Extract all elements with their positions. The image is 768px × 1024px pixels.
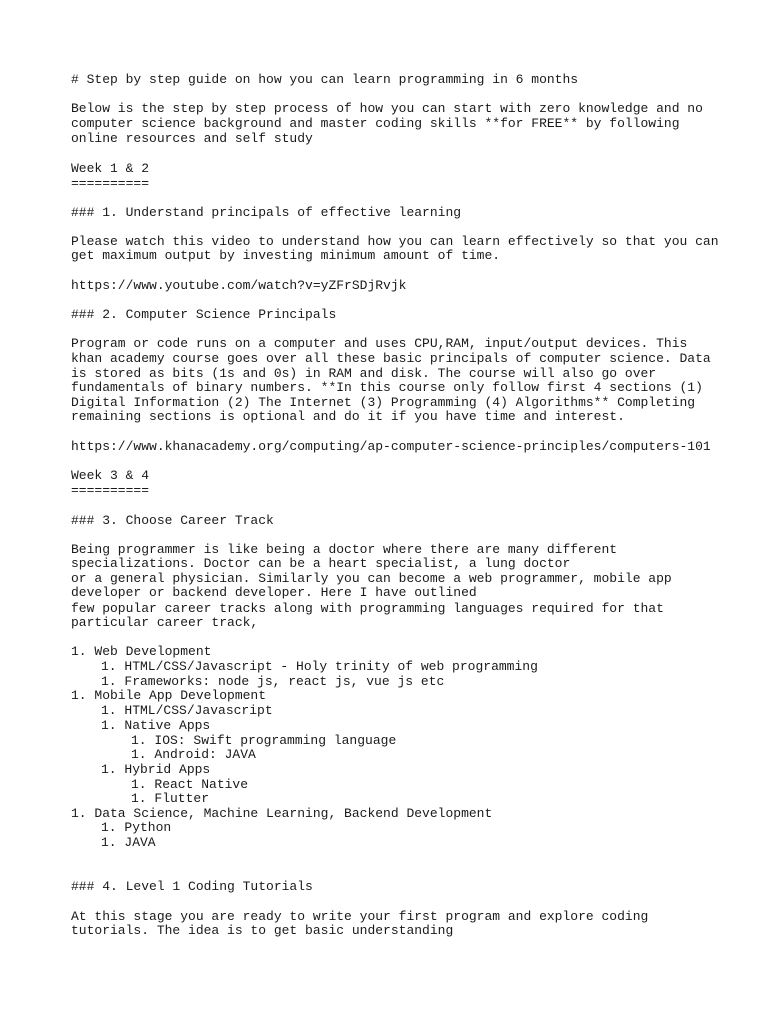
section-4-heading: ### 4. Level 1 Coding Tutorials bbox=[71, 879, 313, 894]
section-2-body-line: khan academy course goes over all these basic principals of computer science. Data bbox=[71, 351, 711, 366]
section-1-body-line: get maximum output by investing minimum amount of time. bbox=[71, 248, 501, 263]
track-subitem: 1. Hybrid Apps bbox=[101, 762, 211, 777]
week-1-2-heading: Week 1 & 2 bbox=[71, 161, 150, 176]
track-subsubitem: 1. Android: JAVA bbox=[131, 747, 256, 762]
track-item: 1. Web Development bbox=[71, 644, 212, 659]
section-2-body-line: is stored as bits (1s and 0s) in RAM and disk. The course will also go over bbox=[71, 366, 657, 381]
track-subsubitem: 1. React Native bbox=[131, 777, 249, 792]
section-2-body-line: remaining sections is optional and do it if you have time and interest. bbox=[71, 409, 625, 424]
track-subitem: 1. Native Apps bbox=[101, 718, 211, 733]
track-item: 1. Mobile App Development bbox=[71, 688, 267, 703]
section-3-body-line: specializations. Doctor can be a heart specialist, a lung doctor bbox=[71, 556, 571, 571]
intro-line: online resources and self study bbox=[71, 131, 313, 146]
section-3-heading: ### 3. Choose Career Track bbox=[71, 513, 274, 528]
section-2-body-line: Digital Information (2) The Internet (3) Programming (4) Algorithms** Completing bbox=[71, 395, 696, 410]
week-3-4-underline: ========== bbox=[71, 483, 150, 498]
track-subitem: 1. JAVA bbox=[101, 835, 156, 850]
track-item: 1. Data Science, Machine Learning, Backend Development bbox=[71, 806, 493, 821]
section-3-body-line: few popular career tracks along with programming languages required for that bbox=[71, 601, 664, 616]
section-1-heading: ### 1. Understand principals of effective learning bbox=[71, 205, 462, 220]
track-subitem: 1. HTML/CSS/Javascript - Holy trinity of web programming bbox=[101, 659, 538, 674]
track-subsubitem: 1. Flutter bbox=[131, 791, 210, 806]
section-3-body-line: Being programmer is like being a doctor where there are many different bbox=[71, 542, 618, 557]
section-2-heading: ### 2. Computer Science Principals bbox=[71, 307, 337, 322]
document-title: # Step by step guide on how you can learn programming in 6 months bbox=[71, 72, 579, 87]
track-subitem: 1. HTML/CSS/Javascript bbox=[101, 703, 273, 718]
track-subitem: 1. Frameworks: node js, react js, vue js etc bbox=[101, 674, 445, 689]
section-2-body-line: fundamentals of binary numbers. **In this course only follow first 4 sections (1) bbox=[71, 380, 703, 395]
week-1-2-underline: ========== bbox=[71, 176, 150, 191]
section-4-body-line: At this stage you are ready to write your first program and explore coding bbox=[71, 909, 649, 924]
track-subsubitem: 1. IOS: Swift programming language bbox=[131, 733, 397, 748]
track-subitem: 1. Python bbox=[101, 820, 172, 835]
intro-line: Below is the step by step process of how you can start with zero knowledge and no bbox=[71, 101, 703, 116]
week-3-4-heading: Week 3 & 4 bbox=[71, 468, 150, 483]
section-3-body-line: developer or backend developer. Here I have outlined bbox=[71, 585, 477, 600]
section-2-body-line: Program or code runs on a computer and uses CPU,RAM, input/output devices. This bbox=[71, 336, 688, 351]
youtube-link[interactable]: https://www.youtube.com/watch?v=yZFrSDjRvjk bbox=[71, 278, 407, 293]
section-1-body-line: Please watch this video to understand how you can learn effectively so that you can bbox=[71, 234, 719, 249]
section-4-body-line: tutorials. The idea is to get basic understanding bbox=[71, 923, 454, 938]
section-3-body-line: particular career track, bbox=[71, 615, 259, 630]
intro-line: computer science background and master coding skills **for FREE** by following bbox=[71, 116, 680, 131]
section-3-body-line: or a general physician. Similarly you can become a web programmer, mobile app bbox=[71, 571, 672, 586]
khanacademy-link[interactable]: https://www.khanacademy.org/computing/ap-computer-science-principles/computers-101 bbox=[71, 439, 711, 454]
